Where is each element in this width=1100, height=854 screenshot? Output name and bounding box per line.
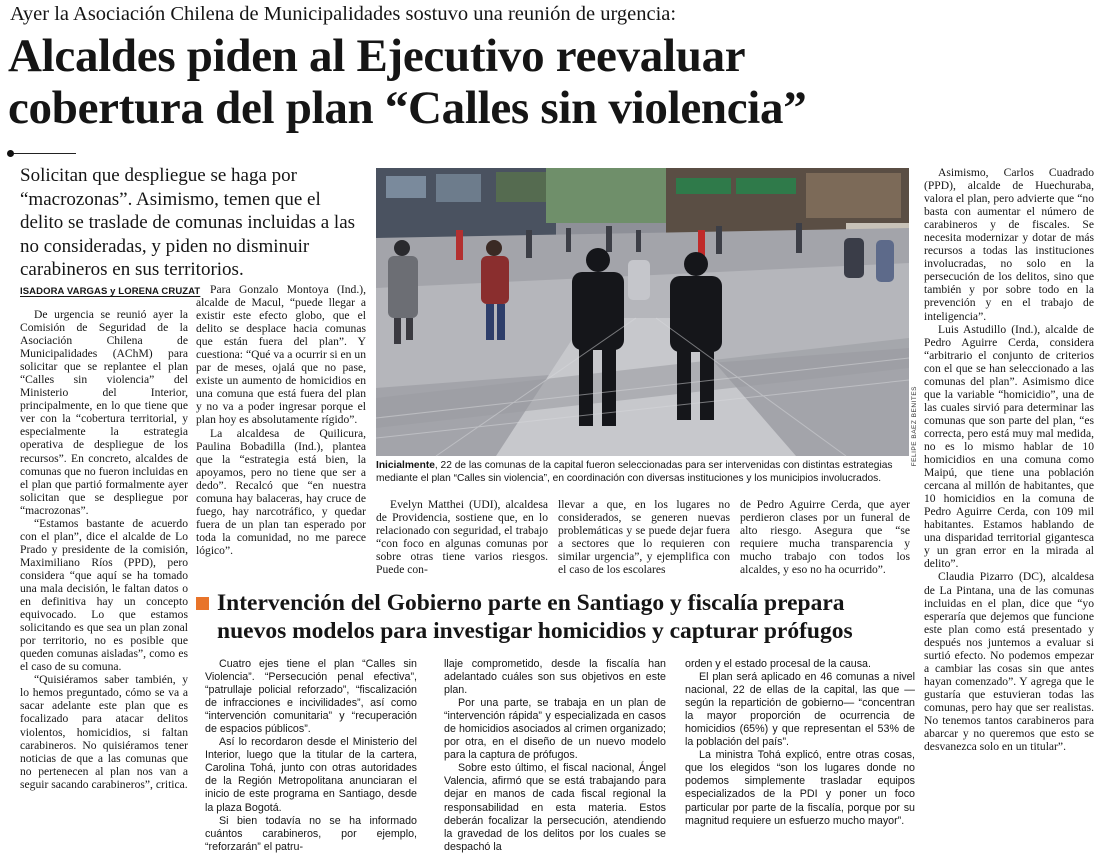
paragraph: “Estamos bastante de acuerdo con el plan”, dice el alcalde de Lo Prado y presidente de la comisión, Maximiliano Ríos (PPD), pero considera “que aquí se ha tomado una mala decisión, le faltan datos o en definitiva hay un concepto equivocado. Lo que estamos solicitando es que sea un plan zonal por territorio, no es posible que queden comunas aisladas”, como es el caso de su comuna.	[20, 516, 188, 674]
paragraph: Asimismo, Carlos Cuadrado (PPD), alcalde de Huechuraba, valora el plan, pero advierte que “no basta con aumentar el número de carabineros y de fiscales. Se necesita modernizar y dotar de más recursos a todas las instituciones involucradas, no solo en la persecución de los delitos, sino que también y por sobre todo en la prevención y en el trabajo de inteligencia”.	[924, 166, 1094, 323]
paragraph: La ministra Tohá explicó, entre otras cosas, que los elegidos “son los lugares donde no podemos simplemente trasladar equipos especializados de la PDI y poner un foco particular por parte de la fiscalía, porque por su magnitud requiere un esfuerzo mucho mayor”.	[685, 749, 915, 827]
subhead-square-icon	[196, 597, 209, 610]
news-photo	[376, 168, 909, 456]
deck: Solicitan que despliegue se haga por “macrozonas”. Asimismo, temen que el delito se traslade de comunas incluidas a las no consideradas, y piden no disminuir carabineros en sus territorios.	[20, 165, 356, 280]
sidebar-column-3	[685, 658, 915, 833]
paragraph: El plan será aplicado en 46 comunas a nivel nacional, 22 de ellas de la capital, las que —según la repartición de gobierno— “concentran la mayor proporción de ocurrencia de homicidios (65%) y que representan el 53% de la población del país”.	[685, 671, 915, 749]
sidebar-column-1	[205, 658, 417, 853]
article-column-3	[376, 498, 548, 580]
caption-lead: Inicialmente	[376, 460, 435, 471]
article-column-4	[558, 498, 730, 580]
paragraph: La alcaldesa de Quilicura, Paulina Bobadilla (Ind.), plantea que la “estrategia está bien, la apoyamos, pero no tiene que ser a dedo”. Recalcó que “en nuestra comuna hay balaceras, hay cruce de fuego, hay narcotráfico, y quedar fuera de un plan tan esperado por toda la comunidad, no me parece lógico”.	[196, 426, 366, 557]
paragraph: Luis Astudillo (Ind.), alcalde de Pedro Aguirre Cerda, considera “arbitrario el conjunto de criterios con el que se han seleccionado a las comunas del plan”. Asimismo dice que la variable “homicidio”, una de las cuales sirvió para determinar las comunas que son parte del plan, “es correcta, pero está muy mal medida, no es lo mismo hablar de 10 homicidios en una comuna como Maipú, que tiene una población cercana al millón de habitantes, que 10 homicidios en la comuna de Pedro Aguirre Cerda, con 109 mil habitantes. Estamos hablando de una disparidad territorial gigantesca y un gran error en la mirada al delito”.	[924, 322, 1094, 571]
paragraph: Si bien todavía no se ha informado cuántos carabineros, por ejemplo, “reforzarán” el patru-	[205, 814, 417, 853]
deck-rule	[8, 153, 76, 154]
paragraph: Sobre esto último, el fiscal nacional, Ángel Valencia, afirmó que se está trabajando para dejar en manos de cada fiscal regional la responsabilidad en esta materia. Estos deberán focalizar la persecución, atendiendo la gravedad de los delitos por los cuales se despachó la	[444, 762, 666, 853]
paragraph: Claudia Pizarro (DC), alcaldesa de La Pintana, una de las comunas incluidas en el plan, dice que “yo esperaría que dejemos que funcione este plan como está presentado y después nos juntemos a evaluar si surtió efecto. No podemos empezar a cambiar las cosas sin que antes hayan comenzado”. Y agrega que le gustaría que estuvieran todas las comunas, pero hay que ser realistas. No tenemos tantos carabineros para abarcar y no queremos que esto se desvanezca solo en un titular”.	[924, 570, 1094, 754]
paragraph: Así lo recordaron desde el Ministerio del Interior, luego que la titular de la cartera, Carolina Tohá, junto con otras autoridades de la Región Metropolitana anunciaran el inicio de este programa en Santiago, desde la plaza Bogotá.	[205, 736, 417, 814]
subhead	[217, 589, 917, 645]
paragraph: de Pedro Aguirre Cerda, que ayer perdieron clases por un funeral de alto riesgo. Asegura que “se requiere mucha transparencia y mucho trabajo con todos los alcaldes, y eso no ha ocurrido”.	[740, 498, 910, 577]
paragraph: Para Gonzalo Montoya (Ind.), alcalde de Macul, “puede llegar a existir este efecto globo, que el delito se desplace hacia comunas que están fuera del plan”. Y cuestiona: “Qué va a ocurrir si en un par de meses, ojalá que no pase, existe un aumento de homicidios en una comuna que está fuera del plan y no va a poder ingresar porque el plan hoy es absolutamente rígido”.	[196, 283, 366, 427]
subhead-line-1: Intervención del Gobierno parte en Santiago y fiscalía prepara	[217, 590, 845, 616]
paragraph: “Quisiéramos saber también, y lo hemos preguntado, cómo se va a sacar adelante este plan que es focalizado para atacar delitos violentos, homicidios, si faltan carabineros. No quisiéramos tener noticias de que a las comunas que no pertenecen al plan nos van a seguir sacando carabineros”, critica.	[20, 673, 188, 791]
headline	[8, 30, 1093, 134]
headline-line-2: cobertura del plan “Calles sin violencia”	[8, 82, 807, 134]
sidebar-column-2	[444, 658, 666, 853]
kicker: Ayer la Asociación Chilena de Municipalidades sostuvo una reunión de urgencia:	[10, 3, 677, 25]
paragraph: orden y el estado procesal de la causa.	[685, 658, 871, 670]
headline-line-1: Alcaldes piden al Ejecutivo reevaluar	[8, 30, 746, 82]
photo-credit: FELIPE BAEZ BENITES	[911, 386, 918, 467]
paragraph: Por una parte, se trabaja en un plan de “intervención rápida” y especializada en casos de homicidios asociados al crimen organizado; por otra, en el diseño de un nuevo modelo para la captura de prófugos.	[444, 697, 666, 762]
deck-bullet-icon	[7, 150, 14, 157]
paragraph: Cuatro ejes tiene el plan “Calles sin Violencia”. “Persecución penal efectiva”, “patrullaje policial reforzado”, “fiscalización de infracciones e incivilidades”, así como “intervención comunitaria” y “recuperación de espacios públicos”.	[205, 658, 417, 736]
paragraph: llevar a que, en los lugares no considerados, se generen nuevas problemáticas y se puede dejar fuera a sectores que lo requieren con similar urgencia”, y ejemplifica con el caso de los escolares	[558, 498, 730, 577]
caption-text: , 22 de las comunas de la capital fueron seleccionadas para ser intervenidas con distintas estrategias mediante el plan “Calles sin violencia”, en coordinación con diversas instituciones y los municipios involucrados.	[376, 460, 893, 484]
article-column-5	[740, 498, 910, 580]
article-column-1	[20, 308, 188, 830]
paragraph: Evelyn Matthei (UDI), alcaldesa de Providencia, sostiene que, en lo relacionado con seguridad, el trabajo “con foco en algunas comunas por sobre otras tiene varios riesgos. Puede con-	[376, 498, 548, 577]
article-column-6	[924, 166, 1094, 831]
article-column-2	[196, 283, 366, 588]
subhead-line-2: nuevos modelos para investigar homicidios y capturar prófugos	[217, 618, 853, 644]
paragraph: De urgencia se reunió ayer la Comisión de Seguridad de la Asociación Chilena de Municipalidades (AChM) para solicitar que se replantee el plan “Calles sin violencia” del Ministerio del Interior, principalmente, en lo que tiene que ver con la “cobertura territorial, y especialmente la estrategia operativa de despliegue de los recursos”. En concreto, alcaldes de comunas que no fueron incluidas en el plan que partió formalmente ayer solicitan que se despliegue por “macrozonas”.	[20, 308, 188, 517]
photo-caption	[376, 460, 909, 485]
paragraph: llaje comprometido, desde la fiscalía han adelantado cuáles son sus objetivos en este plan.	[444, 658, 666, 697]
byline: ISADORA VARGAS y LORENA CRUZAT	[20, 286, 201, 297]
